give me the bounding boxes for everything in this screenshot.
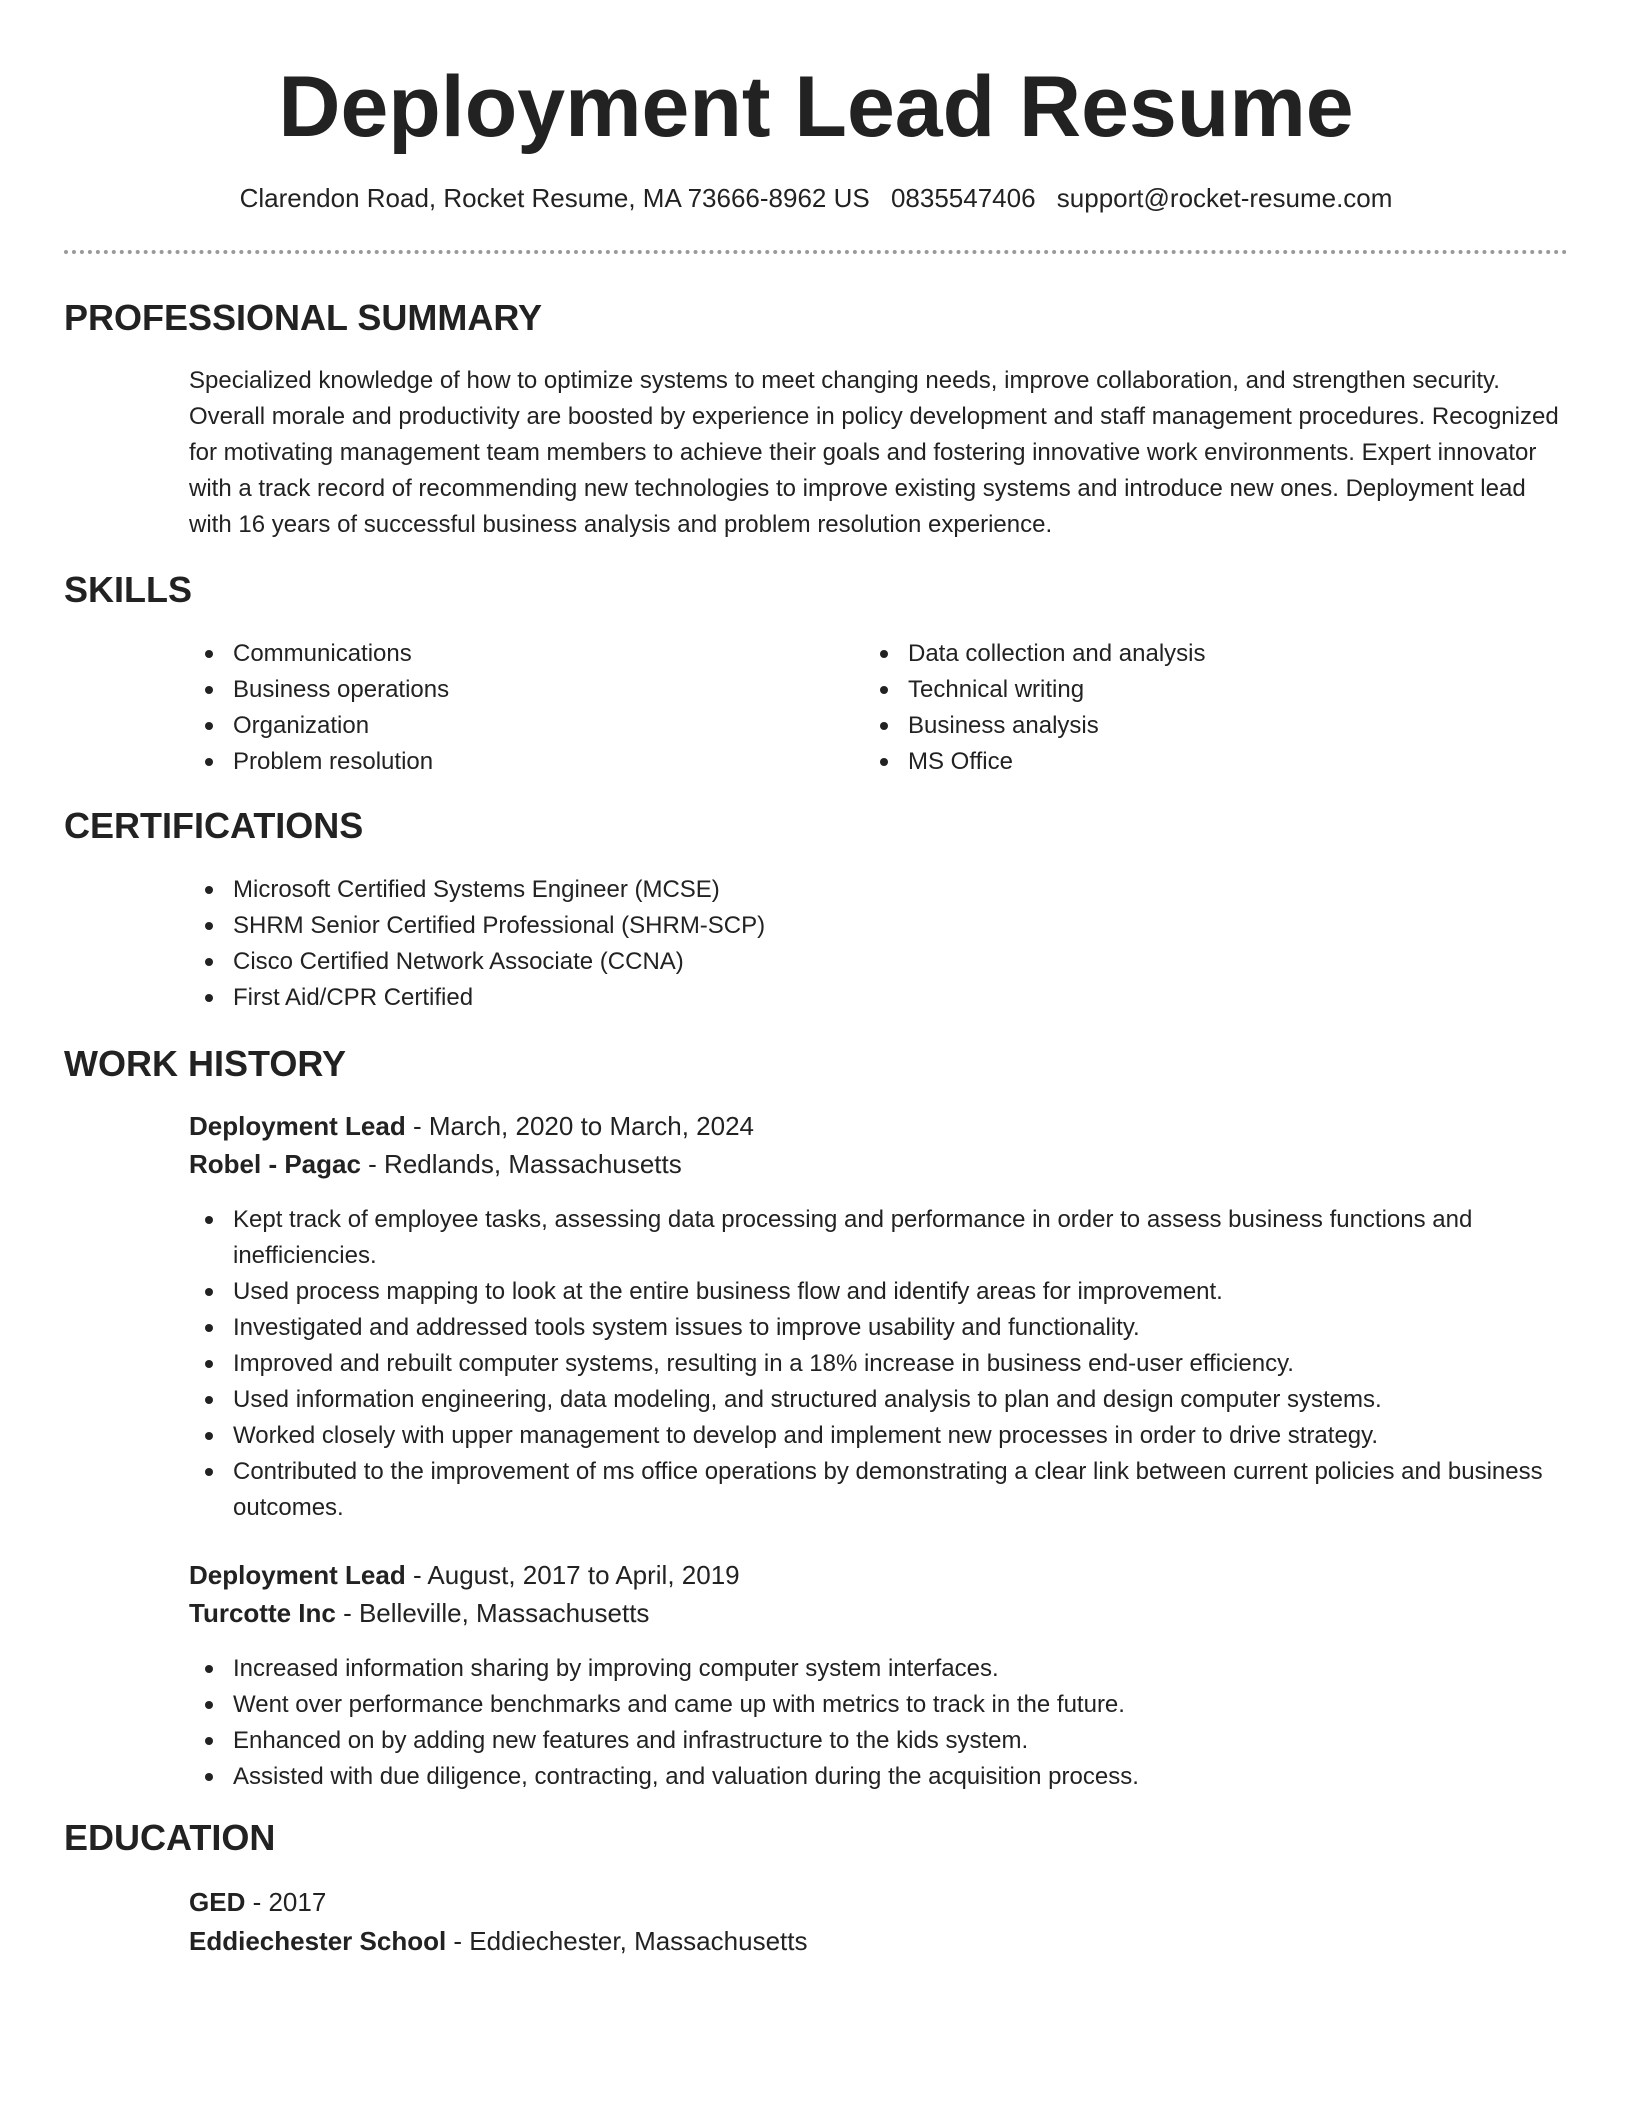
job-1-location: - Redlands, Massachusetts — [360, 1149, 682, 1179]
skills-column-right — [864, 636, 1504, 780]
header-divider — [64, 250, 1568, 254]
skill-item: Data collection and analysis — [864, 636, 1504, 672]
job-2-location: - Belleville, Massachusetts — [335, 1598, 650, 1628]
education-heading: EDUCATION — [64, 1817, 276, 1858]
skills-heading: SKILLS — [64, 569, 193, 610]
skill-item: Business analysis — [864, 708, 1504, 744]
skill-item: Organization — [189, 708, 829, 744]
education-school-line — [189, 1922, 1569, 1960]
education-school: Eddiechester School — [189, 1926, 447, 1956]
job-1-company-line — [189, 1145, 1569, 1183]
duty-item: Investigated and addressed tools system issues to improve usability and functionality. — [189, 1310, 1569, 1346]
job-2-duties — [189, 1651, 1569, 1795]
duty-item: Enhanced on by adding new features and infrastructure to the kids system. — [189, 1723, 1569, 1759]
contact-email: support@rocket-resume.com — [1056, 183, 1393, 213]
education-degree-line — [189, 1883, 1569, 1921]
duty-item: Used process mapping to look at the entire business flow and identify areas for improvement. — [189, 1274, 1569, 1310]
skill-item: Technical writing — [864, 672, 1504, 708]
skill-item: Problem resolution — [189, 744, 829, 780]
education-location: - Eddiechester, Massachusetts — [446, 1926, 808, 1956]
certifications-list — [189, 872, 1089, 1016]
work-history-heading: WORK HISTORY — [64, 1043, 347, 1084]
job-1-dates: - March, 2020 to March, 2024 — [405, 1111, 755, 1141]
job-2-dates: - August, 2017 to April, 2019 — [405, 1560, 740, 1590]
contact-line — [0, 180, 1632, 216]
duty-item: Used information engineering, data modeling, and structured analysis to plan and design computer systems. — [189, 1382, 1569, 1418]
job-2-company-line — [189, 1594, 1569, 1632]
contact-address: Clarendon Road, Rocket Resume, MA 73666-8962 US — [239, 183, 870, 213]
certifications-heading: CERTIFICATIONS — [64, 805, 364, 846]
education-degree: GED — [189, 1887, 246, 1917]
duty-item: Went over performance benchmarks and came up with metrics to track in the future. — [189, 1687, 1569, 1723]
certification-item: First Aid/CPR Certified — [189, 980, 1089, 1016]
job-2-company: Turcotte Inc — [189, 1598, 336, 1628]
job-2-role: Deployment Lead — [189, 1560, 406, 1590]
summary-heading: PROFESSIONAL SUMMARY — [64, 297, 543, 338]
resume-title: Deployment Lead Resume — [278, 59, 1354, 155]
certification-item: SHRM Senior Certified Professional (SHRM-SCP) — [189, 908, 1089, 944]
duty-item: Contributed to the improvement of ms office operations by demonstrating a clear link between current policies and business outcomes. — [189, 1454, 1569, 1526]
skills-column-left — [189, 636, 829, 780]
duty-item: Increased information sharing by improving computer system interfaces. — [189, 1651, 1569, 1687]
job-2-title-line — [189, 1556, 1569, 1594]
certification-item: Microsoft Certified Systems Engineer (MCSE) — [189, 872, 1089, 908]
job-1-title-line — [189, 1107, 1569, 1145]
duty-item: Worked closely with upper management to develop and implement new processes in order to drive strategy. — [189, 1418, 1569, 1454]
job-1-company: Robel - Pagac — [189, 1149, 361, 1179]
job-1-role: Deployment Lead — [189, 1111, 406, 1141]
duty-item: Kept track of employee tasks, assessing data processing and performance in order to assess business functions and inefficiencies. — [189, 1202, 1569, 1274]
summary-text: Specialized knowledge of how to optimize systems to meet changing needs, improve collaboration, and strengthen security. Overall morale and productivity are boosted by experience in policy development and staff management procedures. Recognized for motivating management team members to achieve their goals and fostering innovative work environments. Expert innovator with a track record of recommending new technologies to improve existing systems and introduce new ones. Deployment lead with 16 years of successful business analysis and problem resolution experience. — [189, 367, 1559, 538]
job-1-duties — [189, 1202, 1569, 1526]
certification-item: Cisco Certified Network Associate (CCNA) — [189, 944, 1089, 980]
education-year: - 2017 — [245, 1887, 327, 1917]
duty-item: Assisted with due diligence, contracting, and valuation during the acquisition process. — [189, 1759, 1569, 1795]
skill-item: Communications — [189, 636, 829, 672]
contact-phone: 0835547406 — [890, 183, 1036, 213]
skill-item: Business operations — [189, 672, 829, 708]
duty-item: Improved and rebuilt computer systems, resulting in a 18% increase in business end-user efficiency. — [189, 1346, 1569, 1382]
skill-item: MS Office — [864, 744, 1504, 780]
